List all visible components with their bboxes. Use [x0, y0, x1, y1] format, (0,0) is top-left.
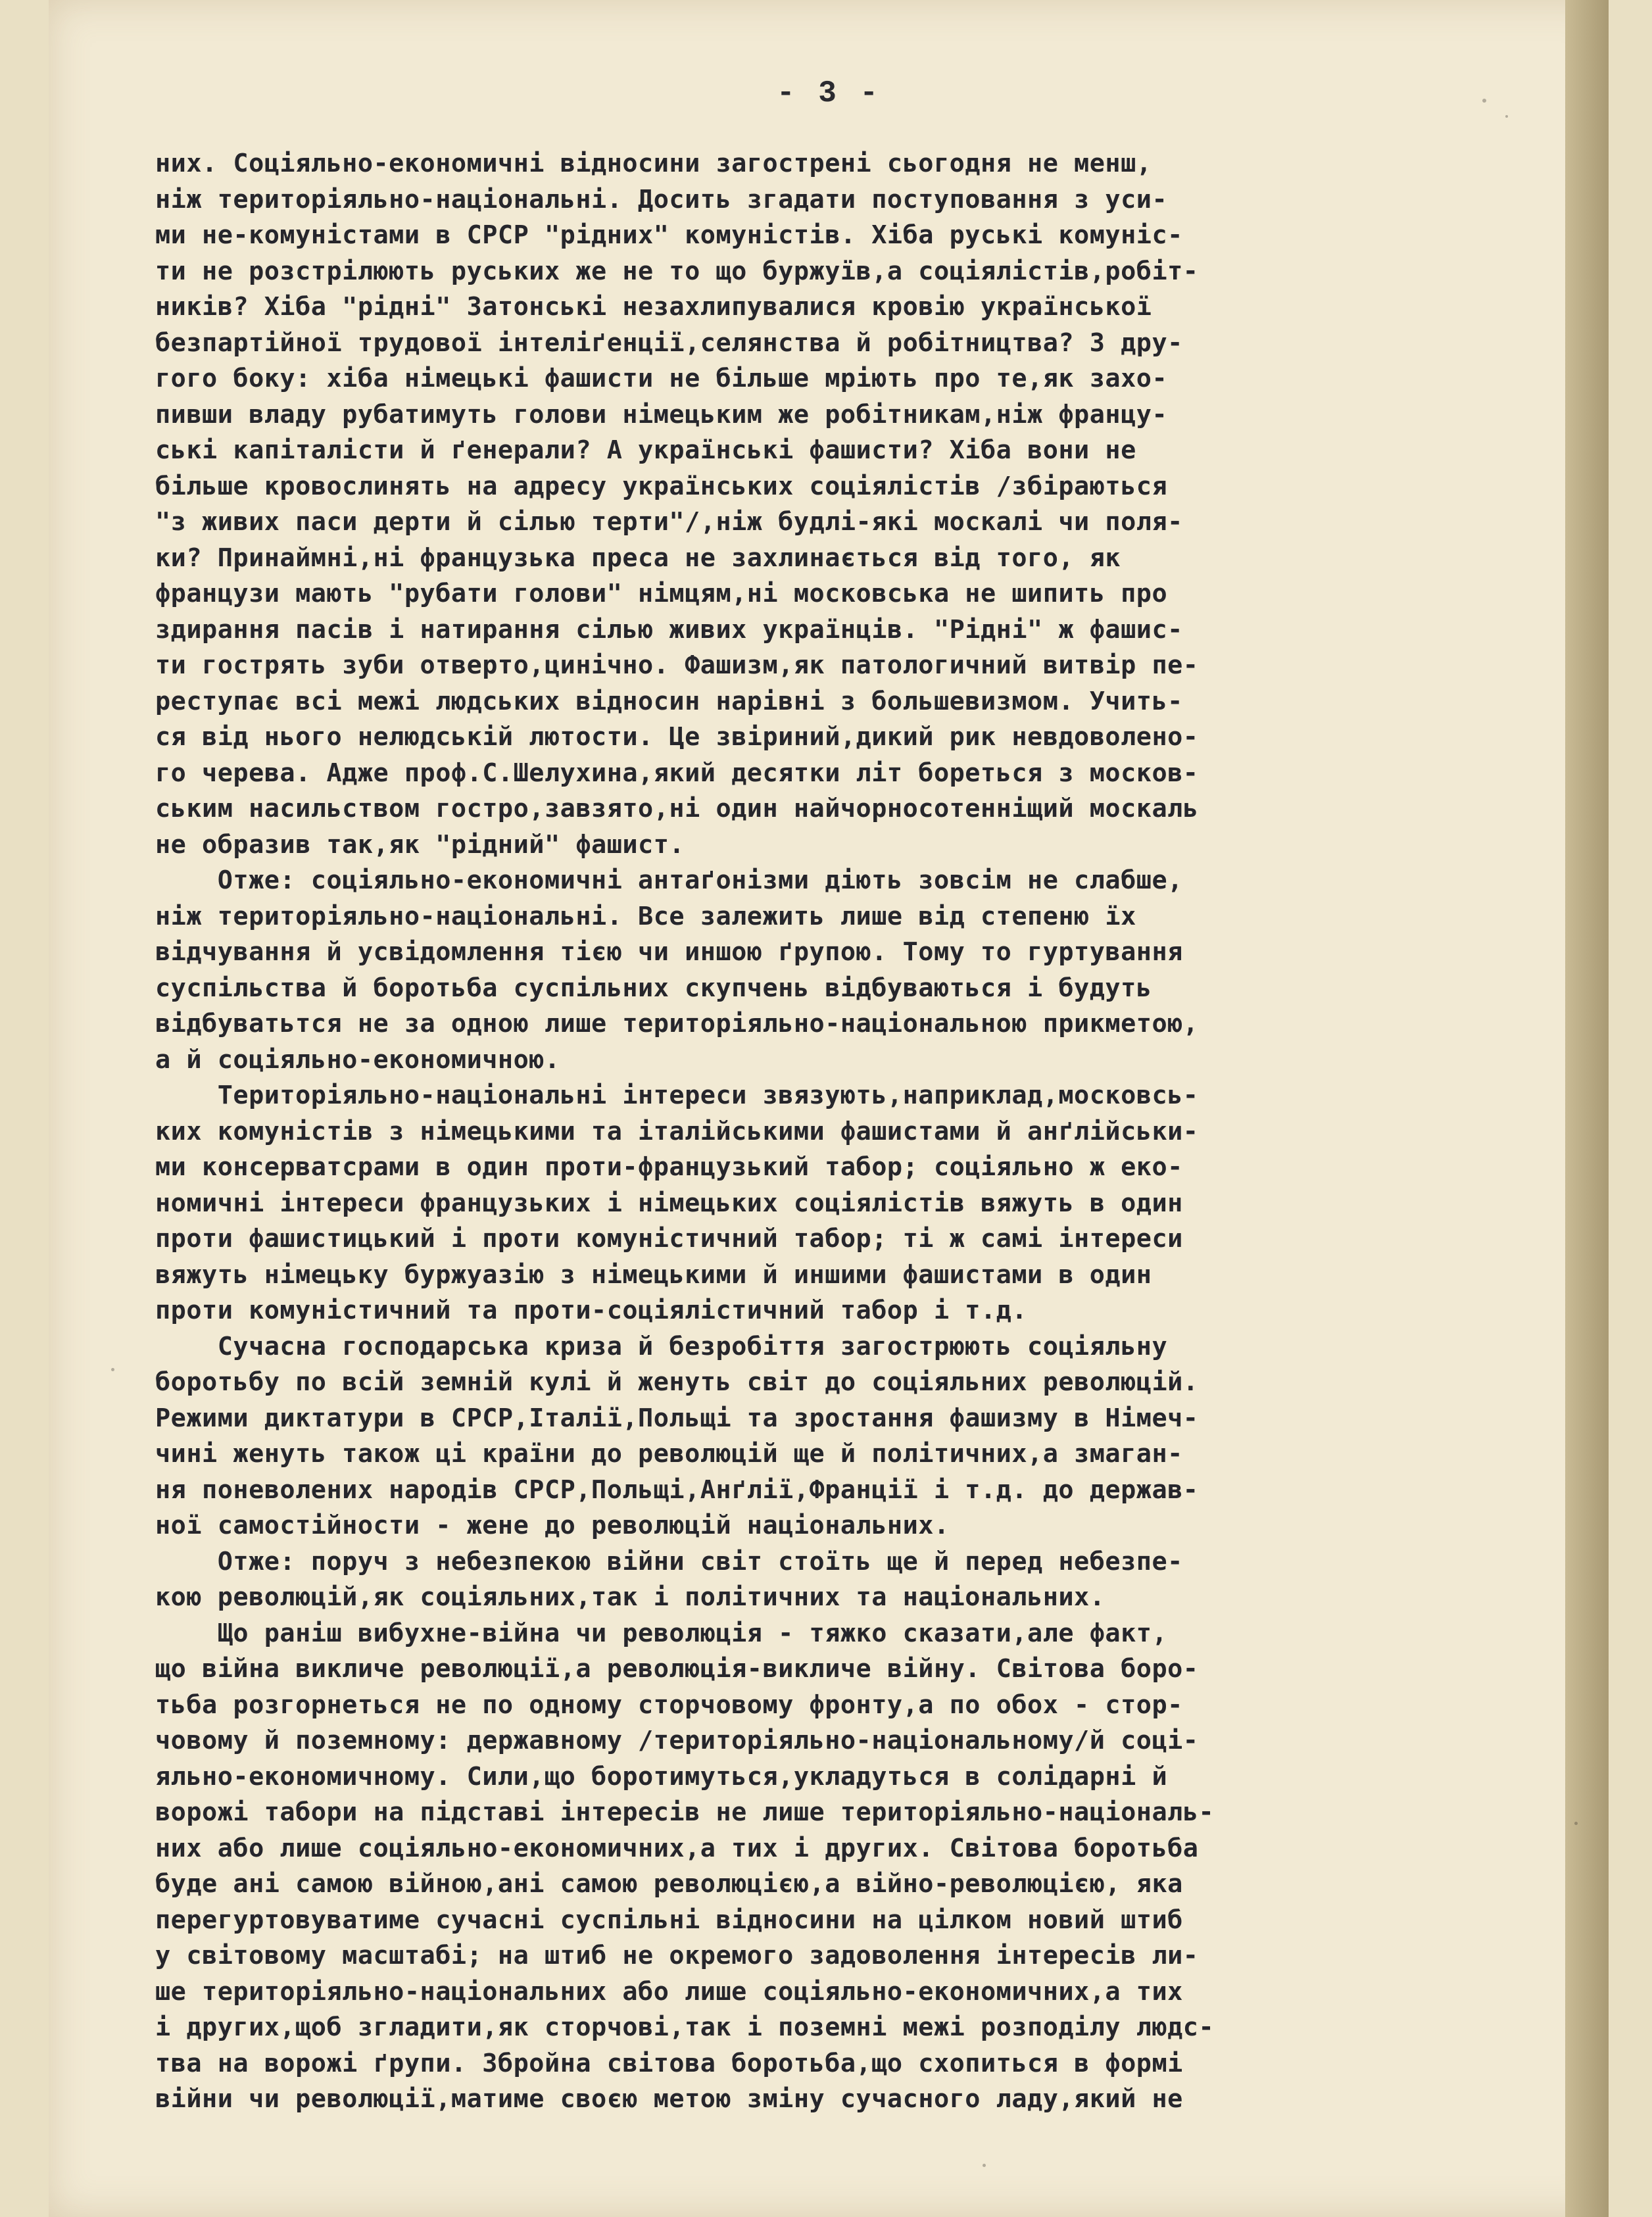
text-line: ти гострять зуби отверто,цинічно. Фашизм,як патологичний витвір пе-: [155, 650, 1199, 680]
text-line: пивши владу рубатимуть голови німецьким же робітникам,ніж францу-: [155, 399, 1168, 429]
text-line: них. Соціяльно-економичні відносини загострені сьогодня не менш,: [155, 149, 1152, 178]
typewritten-page: [49, 0, 1609, 2217]
text-line: відбуватьтся не за одною лише територіяльно-національною прикметою,: [155, 1009, 1199, 1038]
text-line: тва на ворожі ґрупи. Збройна світова боротьба,що схопиться в формі: [155, 2048, 1183, 2078]
text-line: ся від нього нелюдській лютости. Це звіриний,дикий рик невдоволено-: [155, 722, 1199, 752]
ink-speck: [1574, 1822, 1578, 1825]
typewritten-text-block: [155, 146, 1523, 2118]
text-line: ські капіталісти й ґенерали? А українські фашисти? Хіба вони не: [155, 435, 1136, 465]
page-edge: [1565, 0, 1609, 2217]
text-line: "з живих паси дерти й сілью терти"/,ніж будлі-які москалі чи поля-: [155, 507, 1183, 537]
text-line: чині женуть також ці країни до революцій ще й політичних,а змаган-: [155, 1439, 1183, 1469]
ink-speck: [983, 2164, 986, 2167]
text-line: кою революцій,як соціяльних,так і політичних та національних.: [155, 1582, 1105, 1612]
text-line: і других,щоб згладити,як сторчові,так і поземні межі розподілу людс-: [155, 2012, 1215, 2042]
text-line: ких комуністів з німецькими та італійськими фашистами й анґлійськи-: [155, 1116, 1199, 1146]
text-line: ворожі табори на підставі інтересів не лише територіяльно-національ-: [155, 1797, 1215, 1827]
text-line: ніж територіяльно-національні. Досить згадати поступовання з уси-: [155, 184, 1168, 214]
text-line: Територіяльно-національні інтереси звязують,наприклад,московсь-: [155, 1081, 1199, 1110]
text-line: перегуртовуватиме сучасні суспільні відносини на цілком новий штиб: [155, 1905, 1183, 1935]
text-line: суспільства й боротьба суспільних скупчень відбуваються і будуть: [155, 973, 1152, 1003]
text-line: тьба розгорнеться не по одному сторчовому фронту,а по обох - стор-: [155, 1690, 1183, 1720]
text-line: гого боку: хіба німецькі фашисти не більше мріють про те,як захо-: [155, 364, 1168, 393]
text-line: ми консерватсрами в один проти-французький табор; соціяльно ж еко-: [155, 1152, 1183, 1182]
text-line: яльно-економичному. Сили,що боротимуться,укладуться в солідарні й: [155, 1761, 1168, 1791]
text-line: реступає всі межі людських відносин нарівні з большевизмом. Учить-: [155, 686, 1183, 716]
text-line: буде ані самою війною,ані самою революцією,а війно-революцією, яка: [155, 1869, 1183, 1899]
text-line: відчування й усвідомлення тією чи иншою ґрупою. Тому то гуртування: [155, 937, 1183, 967]
ink-speck: [111, 1368, 114, 1371]
text-line: проти фашистицький і проти комуністичний табор; ті ж самі інтереси: [155, 1224, 1183, 1254]
ink-speck: [1482, 99, 1486, 103]
text-line: ніж територіяльно-національні. Все залежить лише від степеню їх: [155, 901, 1136, 931]
text-line: що війна викличе революції,а революція-викличе війну. Світова боро-: [155, 1654, 1199, 1684]
text-line: проти комуністичний та проти-соціялістичний табор і т.д.: [155, 1296, 1028, 1325]
ink-speck: [1505, 115, 1508, 118]
text-line: вяжуть німецьку буржуазію з німецькими й иншими фашистами в один: [155, 1259, 1152, 1290]
text-line: номичні інтереси французьких і німецьких соціялістів вяжуть в один: [155, 1188, 1183, 1218]
text-line: а й соціяльно-економичною.: [155, 1044, 560, 1075]
text-line: у світовому масштабі; на штиб не окремого задоволення інтересів ли-: [155, 1941, 1199, 1970]
text-line: ки? Принаймні,ні французька преса не захлинається від того, як: [155, 543, 1121, 573]
text-line: Сучасна господарська криза й безробіття загострюють соціяльну: [155, 1331, 1168, 1361]
text-line: ня поневолених народів СРСР,Польщі,Анґлії,Франції і т.д. до держав-: [155, 1474, 1199, 1505]
text-line: них або лише соціяльно-економичних,а тих і других. Світова боротьба: [155, 1833, 1199, 1863]
text-line: здирання пасів і натирання сілью живих українців. "Рідні" ж фашис-: [155, 614, 1183, 645]
text-line: ників? Хіба "рідні" Затонські незахлипувалися кровію української: [155, 292, 1152, 322]
text-line: безпартійної трудової інтеліґенції,селянства й робітництва? З дру-: [155, 328, 1183, 358]
text-line: війни чи революції,матиме своєю метою зміну сучасного ладу,який не: [155, 2084, 1183, 2114]
text-line: ше територіяльно-національних або лише соціяльно-економичних,а тих: [155, 1976, 1183, 2007]
text-line: Отже: поруч з небезпекою війни світ стоїть ще й перед небезпе-: [155, 1546, 1183, 1576]
text-line: не образив так,як "рідний" фашист.: [155, 829, 685, 860]
text-line: більше кровослинять на адресу українських соціялістів /збіраються: [155, 471, 1168, 501]
text-line: ми не-комуністами в СРСР "рідних" комуністів. Хіба руські комуніс-: [155, 220, 1183, 250]
text-line: французи мають "рубати голови" німцям,ні московська не шипить про: [155, 579, 1168, 608]
text-line: Отже: соціяльно-економичні антаґонізми діють зовсім не слабше,: [155, 865, 1183, 895]
text-line: ським насильством гостро,завзято,ні один найчорносотенніщий москаль: [155, 794, 1199, 823]
text-line: Режими диктатури в СРСР,Італії,Польщі та зростання фашизму в Німеч-: [155, 1403, 1199, 1433]
text-line: боротьбу по всій земній кулі й женуть світ до соціяльних революцій.: [155, 1367, 1199, 1397]
page-number: - 3 -: [776, 76, 881, 110]
text-line: човому й поземному: державному /територіяльно-національному/й соці-: [155, 1726, 1199, 1755]
text-line: Що раніш вибухне-війна чи революція - тяжко сказати,але факт,: [155, 1618, 1168, 1648]
text-line: ти не розстрілюють руських же не то що буржуїв,а соціялістів,робіт-: [155, 256, 1199, 286]
text-line: ної самостійности - жене до революцій національних.: [155, 1511, 950, 1540]
text-line: го черева. Адже проф.С.Шелухина,який десятки літ бореться з москов-: [155, 758, 1199, 788]
